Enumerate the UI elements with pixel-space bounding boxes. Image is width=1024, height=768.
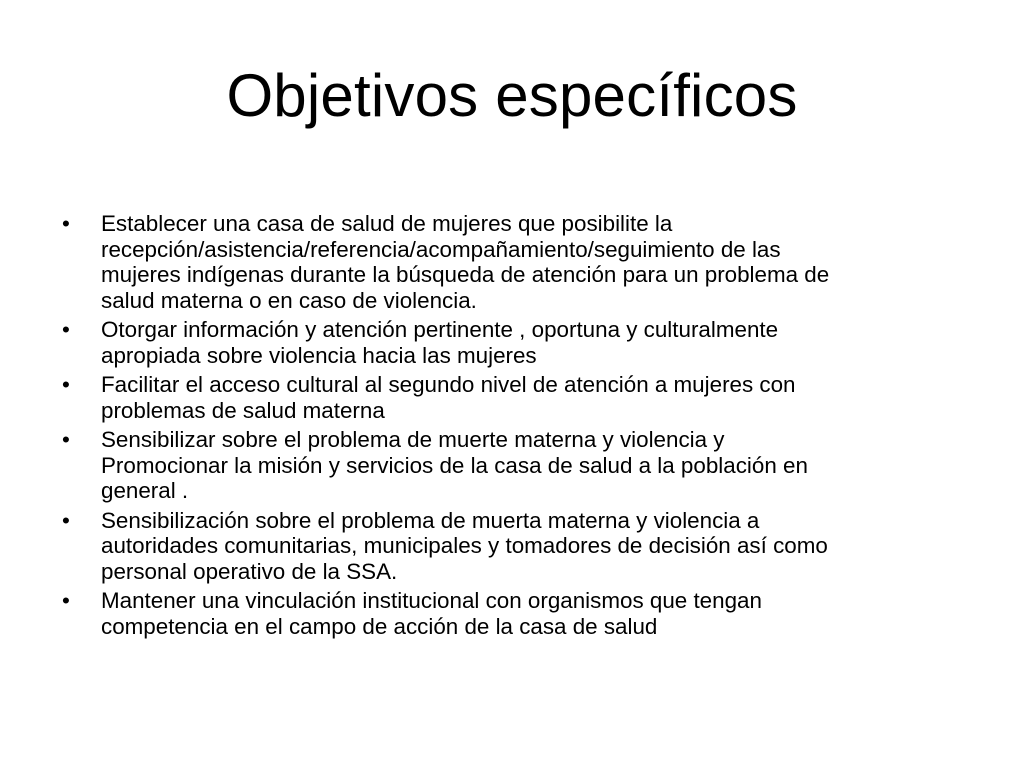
- bullet-line: Promocionar la misión y servicios de la casa de salud a la población en: [101, 452, 808, 478]
- bullet-item: [62, 317, 962, 368]
- bullet-line: Establecer una casa de salud de mujeres que posibilite la: [101, 211, 673, 236]
- bullet-item: [62, 508, 962, 585]
- slide-title: Objetivos específicos: [226, 62, 798, 129]
- bullet-list: [62, 211, 962, 643]
- bullet-icon: •: [62, 317, 70, 342]
- bullet-icon: •: [62, 588, 70, 613]
- bullet-line: Sensibilización sobre el problema de muerta materna y violencia a: [101, 507, 760, 533]
- bullet-line: problemas de salud materna: [101, 397, 385, 423]
- bullet-line: general .: [101, 478, 189, 503]
- bullet-icon: •: [62, 211, 70, 236]
- bullet-icon: •: [62, 507, 70, 533]
- bullet-icon: •: [62, 427, 70, 452]
- bullet-line: apropiada sobre violencia hacia las mujeres: [101, 342, 537, 368]
- bullet-icon: •: [62, 372, 70, 397]
- bullet-item: [62, 211, 962, 313]
- bullet-line: autoridades comunitarias, municipales y tomadores de decisión así como: [101, 533, 828, 558]
- bullet-line: Otorgar información y atención pertinente , oportuna y culturalmente: [101, 317, 779, 342]
- bullet-line: salud materna o en caso de violencia.: [101, 287, 477, 313]
- bullet-line: Sensibilizar sobre el problema de muerte materna y violencia y: [101, 427, 725, 452]
- bullet-line: competencia en el campo de acción de la casa de salud: [101, 613, 658, 639]
- bullet-item: [62, 372, 962, 423]
- bullet-line: personal operativo de la SSA.: [101, 558, 398, 584]
- bullet-item: [62, 588, 962, 639]
- bullet-line: mujeres indígenas durante la búsqueda de atención para un problema de: [101, 262, 830, 287]
- bullet-line: Facilitar el acceso cultural al segundo nivel de atención a mujeres con: [101, 372, 796, 397]
- bullet-line: Mantener una vinculación institucional con organismos que tengan: [101, 588, 762, 613]
- bullet-line: recepción/asistencia/referencia/acompañamiento/seguimiento de las: [101, 236, 781, 262]
- bullet-item: [62, 427, 962, 504]
